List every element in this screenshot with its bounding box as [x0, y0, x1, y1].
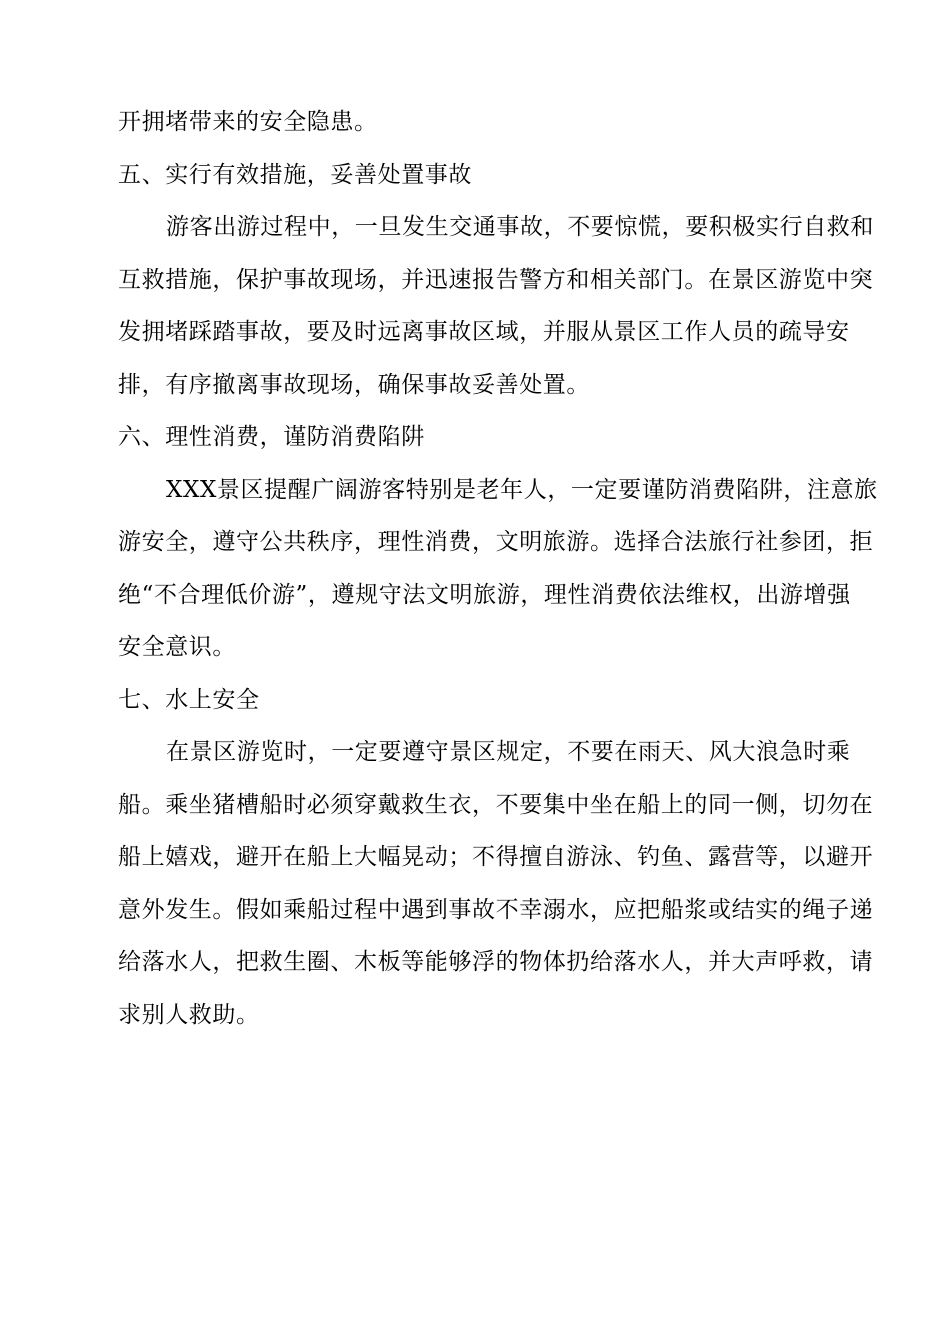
- paragraph-line: 船。乘坐猪槽船时必须穿戴救生衣，不要集中坐在船上的同一侧，切勿在: [118, 791, 874, 818]
- paragraph-line: 游客出游过程中，一旦发生交通事故，不要惊慌，要积极实行自救和: [166, 214, 874, 240]
- paragraph-line: 安全意识。: [118, 634, 236, 660]
- paragraph-line: 绝“不合理低价游”，遵规守法文明旅游，理性消费依法维权，出游增强: [118, 581, 851, 608]
- section-heading: 七、水上安全: [118, 686, 260, 713]
- section-heading: 六、理性消费，谨防消费陷阱: [118, 424, 425, 450]
- paragraph-line: 游安全，遵守公共秩序，理性消费，文明旅游。选择合法旅行社参团，拒: [118, 529, 874, 555]
- paragraph-line: 意外发生。假如乘船过程中遇到事故不幸溺水，应把船浆或结实的绳子递: [118, 896, 874, 923]
- paragraph-line: 求别人救助。: [118, 1001, 260, 1028]
- section-heading: 五、实行有效措施，妥善处置事故: [118, 161, 472, 188]
- paragraph-line: 互救措施，保护事故现场，并迅速报告警方和相关部门。在景区游览中突: [118, 266, 874, 293]
- document-page: [118, 96, 878, 1041]
- paragraph-line: 给落水人，把救生圈、木板等能够浮的物体扔给落水人，并大声呼救，请: [118, 949, 874, 975]
- paragraph-line: 开拥堵带来的安全隐患。: [118, 109, 378, 135]
- paragraph-line: 发拥堵踩踏事故，要及时远离事故区域，并服从景区工作人员的疏导安: [118, 319, 850, 345]
- paragraph-line: XXX景区提醒广阔游客特别是老年人，一定要谨防消费陷阱，注意旅: [166, 476, 878, 503]
- paragraph-line: 在景区游览时，一定要遵守景区规定，不要在雨天、风大浪急时乘: [166, 739, 851, 765]
- paragraph-line: 排，有序撤离事故现场，确保事故妥善处置。: [118, 371, 590, 398]
- paragraph-line: 船上嬉戏，避开在船上大幅晃动；不得擅自游泳、钓鱼、露营等，以避开: [118, 844, 874, 870]
